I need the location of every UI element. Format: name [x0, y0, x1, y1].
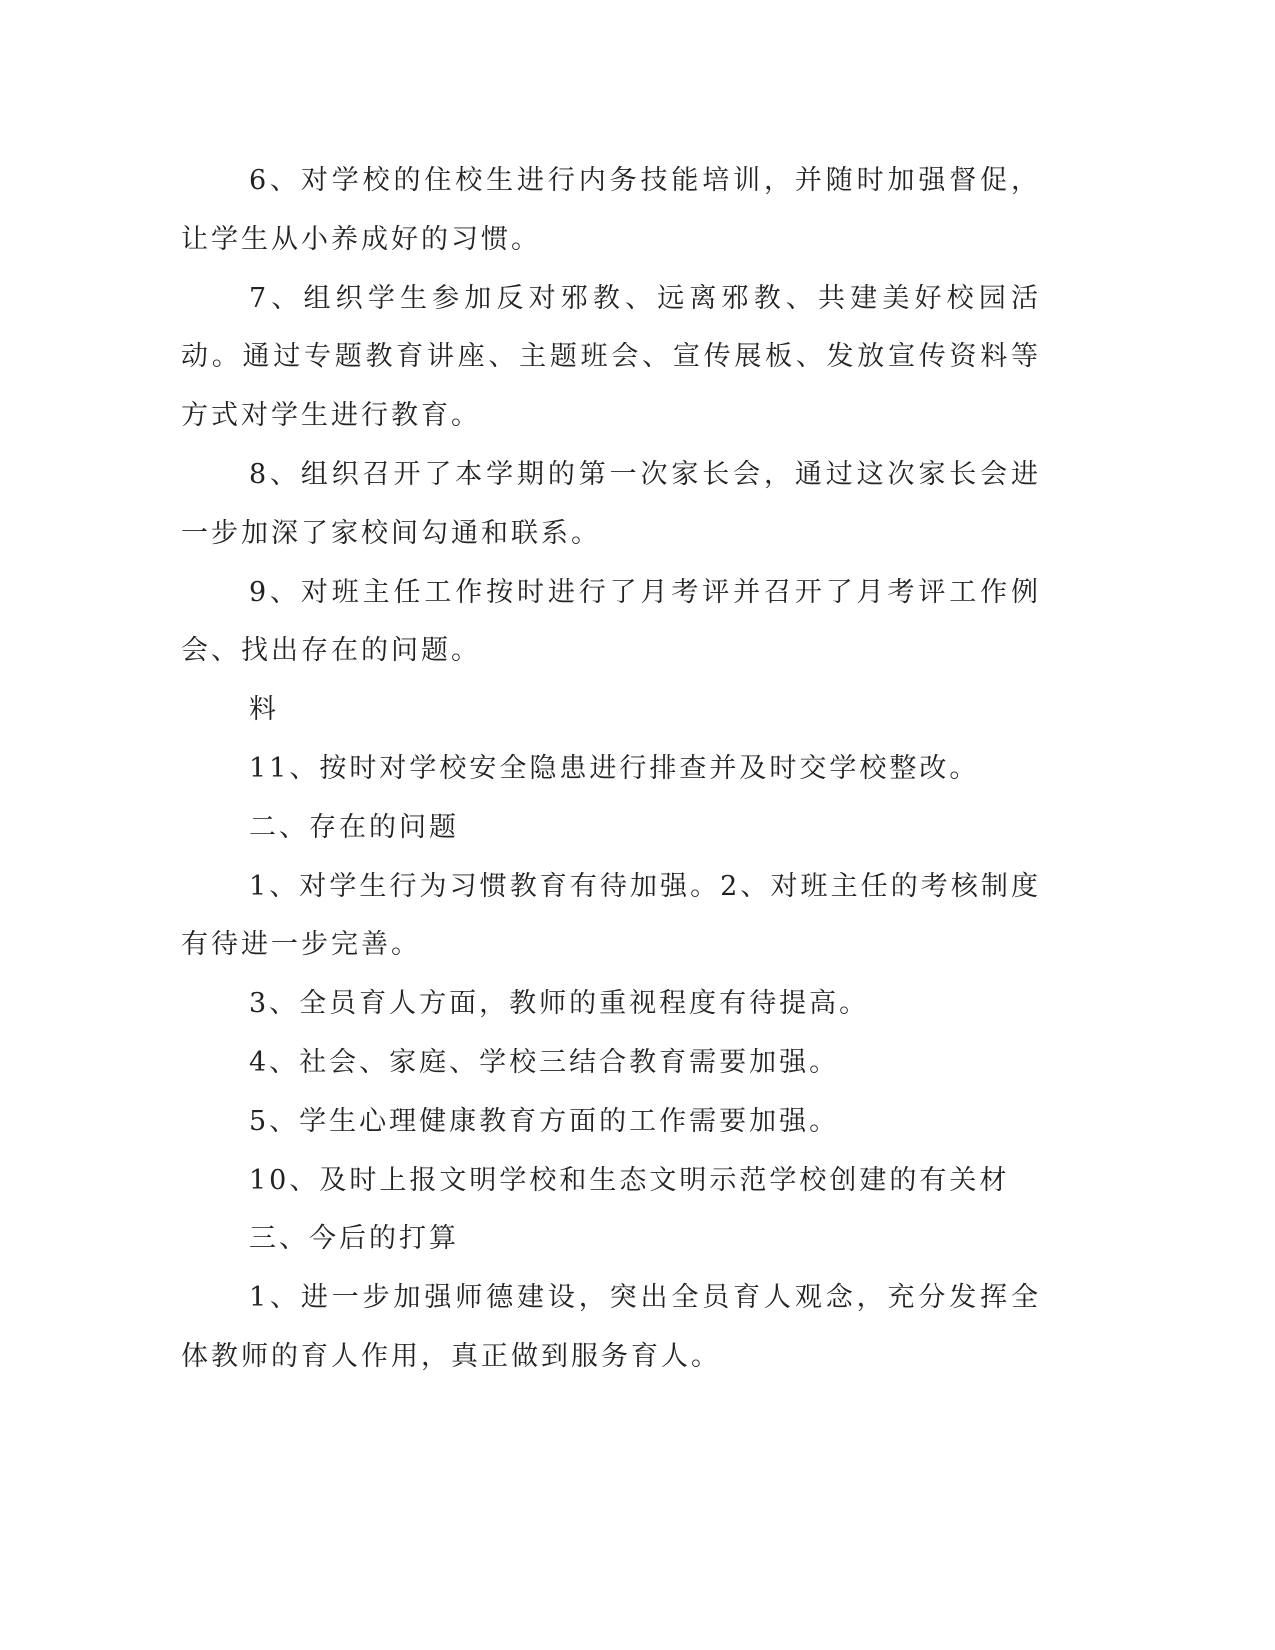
paragraph-item-11: 11、按时对学校安全隐患进行排查并及时交学校整改。: [249, 752, 980, 784]
paragraph-problem-3: 3、全员育人方面，教师的重视程度有待提高。: [249, 988, 870, 1020]
paragraph-problem-1-2: 1、对学生行为习惯教育有待加强。2、对班主任的考核制度有待进一步完善。: [181, 870, 1041, 961]
paragraph-item-7: 7、组织学生参加反对邪教、远离邪教、共建美好校园活动。通过专题教育讲座、主题班会、宣传展板、发放宣传资料等方式对学生进行教育。: [181, 282, 1041, 432]
paragraph-item-8: 8、组织召开了本学期的第一次家长会，通过这次家长会进一步加深了家校间勾通和联系。: [181, 458, 1041, 549]
paragraph-problem-4: 4、社会、家庭、学校三结合教育需要加强。: [249, 1046, 840, 1078]
paragraph-plan-1: 1、进一步加强师德建设，突出全员育人观念，充分发挥全体教师的育人作用，真正做到服务育人。: [181, 1282, 1041, 1372]
paragraph-item-6: 6、对学校的住校生进行内务技能培训，并随时加强督促，让学生从小养成好的习惯。: [181, 165, 1041, 255]
section-heading-plans: 三、今后的打算: [249, 1223, 459, 1255]
paragraph-problem-5: 5、学生心理健康教育方面的工作需要加强。: [249, 1105, 840, 1137]
paragraph-item-9: 9、对班主任工作按时进行了月考评并召开了月考评工作例会、找出存在的问题。: [181, 576, 1041, 667]
document-body: [181, 152, 1041, 1387]
paragraph-item-10: 10、及时上报文明学校和生态文明示范学校创建的有关材: [249, 1164, 1010, 1196]
paragraph-fragment: 料: [249, 694, 279, 726]
section-heading-problems: 二、存在的问题: [249, 811, 459, 843]
